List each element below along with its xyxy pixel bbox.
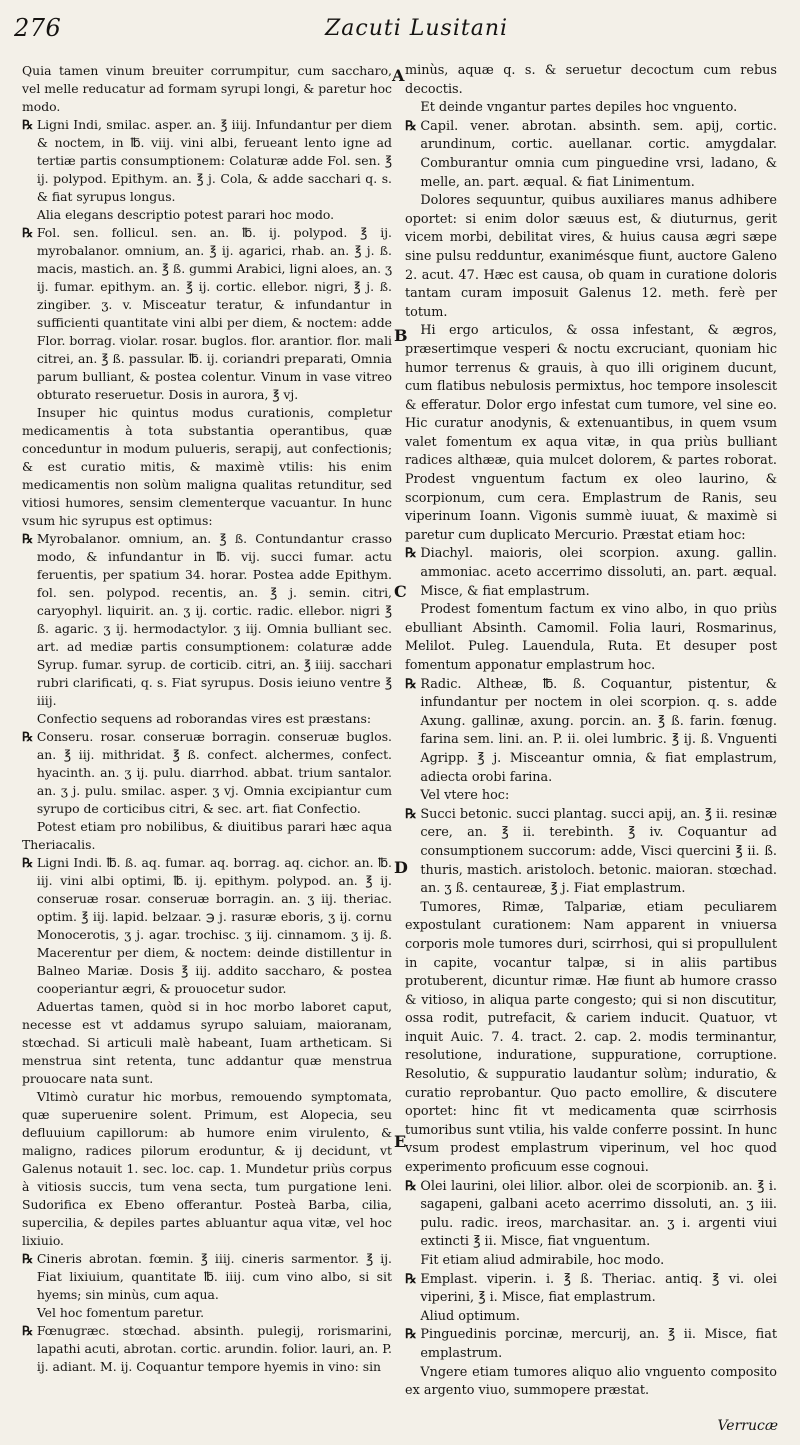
left-column (22, 62, 392, 1376)
text-paragraph: Prodest fomentum factum ex vino albo, in quo priùs ebulliant Absinth. Camomil. Folia lauri, Rosmarinus, Melilot. Puleg. Lauendula, Ruta. Et desuper post fomentum apponatur emplastrum hoc. (405, 602, 777, 673)
recipe-paragraph: ℞ Ligni Indi, smilac. asper. an. ℥ iiij. Infundantur per diem & noctem, in ℔. viij. vini albi, ferueant lento igne ad tertiæ partis consumptionem: Colaturæ adde Fol. sen. ℥ ij. polypod. Epithym. an. ℥ j. Cola, & adde sacchari q. s. & fiat syrupus longus. (22, 116, 392, 206)
recipe-paragraph: ℞ Fœnugræc. stœchad. absinth. pulegij, rorismarini, lapathi acuti, abrotan. cortic. arundin. folior. lauri, an. P. ij. adiant. M. ij. Coquantur tempore hyemis in vino: sin (22, 1322, 392, 1376)
recipe-paragraph: ℞ Myrobalanor. omnium, an. ℥ ß. Contundantur crasso modo, & infundantur in ℔. vij. succi fumar. actu feruentis, per spatium 34. horar. Postea adde Epithym. fol. sen. polypod. recentis, an. ℥ j. semin. citri, caryophyl. liquirit. an. ʒ ij. cortic. radic. ellebor. nigri ℥ ß. agaric. ʒ ij. hermodactylor. ʒ iij. Omnia bulliant sec. art. ad mediæ partis consumptionem: colaturæ adde Syrup. fumar. syrup. de corticib. citri, an. ℥ iiij. sacchari rubri clarificati, q. s. Fiat syrupus. Dosis ieiuno ventre ℥ iiij. (22, 530, 392, 710)
margin-letter-c: C (394, 582, 407, 601)
recipe-paragraph: ℞ Pinguedinis porcinæ, mercurij, an. ℥ ii. Misce, fiat emplastrum. (405, 1326, 777, 1363)
text-paragraph: Potest etiam pro nobilibus, & diuitibus parari hæc aqua Theriacalis. (22, 819, 392, 852)
recipe-paragraph: ℞ Capil. vener. abrotan. absinth. sem. apij, cortic. arundinum, cortic. auellanar. cortic. amygdalar. Comburantur omnia cum pinguedine vrsi, ladano, & melle, an. part. æqual. & fiat Linimentum. (405, 118, 777, 192)
recipe-paragraph: ℞ Olei laurini, olei lilior. albor. olei de scorpionib. an. ℥ i. sagapeni, galbani aceto acerrimo dissoluti, an. ʒ iii. pulu. radic. ireos, marchasitar. an. ʒ i. argenti viui extincti ℥ ii. Misce, fiat vnguentum. (405, 1178, 777, 1252)
recipe-paragraph: ℞ Fol. sen. follicul. sen. an. ℔. ij. polypod. ℥ ij. myrobalanor. omnium, an. ℥ ij. agarici, rhab. an. ℥ j. ß. macis, mastich. an. ℥ ß. gummi Arabici, ligni aloes, an. ʒ ij. fumar. epithym. an. ℥ ij. cortic. ellebor. nigri, ℥ j. ß. zingiber. ʒ. v. Misceatur teratur, & infundantur in sufficienti quantitate vini albi per diem, & noctem: adde Flor. borrag. violar. rosar. buglos. flor. arantior. flor. mali citrei, an. ℥ ß. passular. ℔. ij. coriandri preparati, Omnia parum bulliant, & postea colentur. Vinum in vase vitreo obturato reseruetur. Dosis in aurora, ℥ vj. (22, 224, 392, 404)
text-paragraph: Dolores sequuntur, quibus auxiliares manus adhibere oportet: si enim dolor sæuus est, & diuturnus, gerit vicem morbi, debilitat vires, & huius causa ægri sæpe sine pulsu redduntur, exanimésque fiunt, auctore Galeno 2. acut. 47. Hæc est causa, ob quam in curatione doloris tantam curam imposuit Galenus 12. meth. ferè per totum. (405, 193, 777, 320)
margin-letter-b: B (394, 326, 408, 345)
margin-letter-d: D (394, 858, 408, 877)
catchword: Verrucæ (717, 1418, 778, 1434)
recipe-paragraph: ℞ Cineris abrotan. fœmin. ℥ iiij. cineris sarmentor. ℥ ij. Fiat lixiuium, quantitate ℔. iiij. cum vino albo, si sit hyems; sin minùs, cum aqua. (22, 1250, 392, 1304)
text-paragraph: Alia elegans descriptio potest parari hoc modo. (36, 207, 335, 222)
text-paragraph: Confectio sequens ad roborandas vires est præstans: (36, 711, 372, 726)
right-column (405, 62, 777, 1401)
text-paragraph: Vngere etiam tumores aliquo alio vnguento composito ex argento viuo, summopere præstat. (405, 1364, 777, 1399)
text-paragraph: Quia tamen vinum breuiter corrumpitur, cum saccharo, vel melle reducatur ad formam syrupi longi, & paretur hoc modo. (22, 63, 392, 114)
recipe-paragraph: ℞ Diachyl. maioris, olei scorpion. axung. gallin. ammoniac. aceto accerrimo dissoluti, an. part. æqual. Misce, & fiat emplastrum. (405, 545, 777, 601)
text-paragraph: Vel vtere hoc: (420, 788, 510, 804)
recipe-paragraph: ℞ Conseru. rosar. conseruæ borragin. conseruæ buglos. an. ℥ iij. mithridat. ℥ ß. confect. alchermes, confect. hyacinth. an. ʒ ij. pulu. diarrhod. abbat. trium santalor. an. ʒ j. pulu. smilac. asper. ʒ vj. Omnia excipiantur cum syrupo de corticibus citri, & sec. art. fiat Confectio. (22, 728, 392, 818)
text-paragraph: Et deinde vngantur partes depiles hoc vnguento. (420, 100, 738, 116)
text-paragraph: minùs, aquæ q. s. & seruetur decoctum cum rebus decoctis. (405, 63, 777, 97)
text-paragraph: Aliud optimum. (420, 1308, 520, 1324)
text-paragraph: Fit etiam aliud admirabile, hoc modo. (420, 1253, 665, 1268)
text-paragraph: Tumores, Rimæ, Talpariæ, etiam peculiarem expostulant curationem: Nam apparent in vniuersa corporis mole tumores duri, scirrhosi, qui si propullulent in capite, vocantur talpæ, si in aliis partibus protuberent, dicuntur rimæ. Hæ fiunt ab humore crasso & vitioso, in aliqua parte congesto; qui si non discutitur, ossa rodit, putrefacit, & cariem inducit. Quatuor, vt inquit Auic. 7. 4. tract. 2. cap. 2. modis terminantur, resolutione, induratione, suppuratione, corruptione. Resolutio, & suppuratio laudantur solùm; induratio, & curatio reprobantur. Quo pacto emollire, & discutere oportet: hinc fit vt medicamenta quæ scirrhosis tumoribus sunt vtilia, his valde conferre possint. In hunc vsum prodest emplastrum viperinum, vel hoc quod experimento proficuum esse cognoui. (405, 899, 777, 1176)
text-paragraph: Insuper hic quintus modus curationis, completur medicamentis à tota substantia operantibus, quæ conceduntur in modum pulueris, serapij, aut confectionis; & est curatio mitis, & maximè vtilis: his enim medicamentis non solùm maligna qualitas retunditur, sed vitiosi humores, sensim clementerque vacuantur. In hunc vsum hic syrupus est optimus: (22, 405, 392, 528)
running-title: Zacuti Lusitani (325, 16, 509, 41)
recipe-paragraph: ℞ Emplast. viperin. i. ℥ ß. Theriac. antiq. ℥ vi. olei viperini, ℥ i. Misce, fiat emplastrum. (405, 1271, 777, 1308)
text-paragraph: Vltimò curatur hic morbus, remouendo symptomata, quæ superuenire solent. Primum, est Alopecia, seu defluuium capillorum: ab humore enim virulento, & maligno, radices pilorum eroduntur, & ij decidunt, vt Galenus notauit 1. sec. loc. cap. 1. Mundetur priùs corpus à vitiosis succis, tum vena secta, tum purgatione leni. Sudorifica ex Ebeno offerantur. Posteà Barba, cilia, supercilia, & depiles partes abluantur aqua vitæ, vel hoc lixiuio. (22, 1089, 392, 1248)
text-paragraph: Aduertas tamen, quòd si in hoc morbo laboret caput, necesse est vt addamus syrupo saluiam, maioranam, stœchad. Si articuli malè habeant, Iuam artheticam. Si menstrua sint retenta, tunc addantur quæ menstrua prouocare nata sunt. (22, 999, 392, 1086)
text-paragraph: Hi ergo articulos, & ossa infestant, & ægros, præsertimque vesperi & noctu excruciant, quoniam hic humor terrenus & grauis, à quo illi originem ducunt, cum flatibus nebulosis permixtus, hoc tempore insolescit & efferatur. Dolor ergo infestat cum tumore, vel sine eo. Hic curatur anodynis, & extenuantibus, in quem vsum valet fomentum ex aqua vitæ, in qua priùs bulliant radices althææ, quia mulcet dolorem, & partes roborat. Prodest vnguentum factum ex oleo laurino, & scorpionum, cum cera. Emplastrum de Ranis, seu viperinum Ioann. Vigonis summè iuuat, & maximè si paretur cum duplicato Mercurio. Præstat etiam hoc: (405, 323, 777, 543)
margin-letter-a: A (392, 66, 405, 85)
recipe-paragraph: ℞ Radic. Altheæ, ℔. ß. Coquantur, pistentur, & infundantur per noctem in olei scorpion. q. s. adde Axung. gallinæ, axung. porcin. an. ℥ ß. farin. fœnug. farina sem. lini. an. P. ii. olei lumbric. ℥ ij. ß. Vnguenti Agripp. ℥ j. Misceantur omnia, & fiat emplastrum, adiecta orobi farina. (405, 676, 777, 788)
recipe-paragraph: ℞ Ligni Indi. ℔. ß. aq. fumar. aq. borrag. aq. cichor. an. ℔. iij. vini albi optimi, ℔. ij. epithym. polypod. an. ℥ ij. conseruæ rosar. conseruæ borragin. an. ʒ iij. theriac. optim. ℥ iij. lapid. belzaar. ℈ j. rasuræ eboris, ʒ ij. cornu Monocerotis, ʒ j. agar. trochisc. ʒ iij. cinnamom. ʒ ij. ß. Macerentur per diem, & noctem: deinde distillentur in Balneo Mariæ. Dosis ℥ iij. addito saccharo, & postea cooperiantur ægri, & prouocetur sudor. (22, 854, 392, 998)
page-number: 276 (14, 14, 62, 42)
text-paragraph: Vel hoc fomentum paretur. (36, 1305, 205, 1320)
recipe-paragraph: ℞ Succi betonic. succi plantag. succi apij, an. ℥ ii. resinæ cere, an. ℥ ii. terebinth. ℥ iv. Coquantur ad consumptionem succorum: adde, Visci quercini ℥ ii. ß. thuris, mastich. aristoloch. betonic. maioran. stœchad. an. ʒ ß. centaureæ, ℥ j. Fiat emplastrum. (405, 806, 777, 899)
margin-letter-e: E (394, 1132, 407, 1151)
